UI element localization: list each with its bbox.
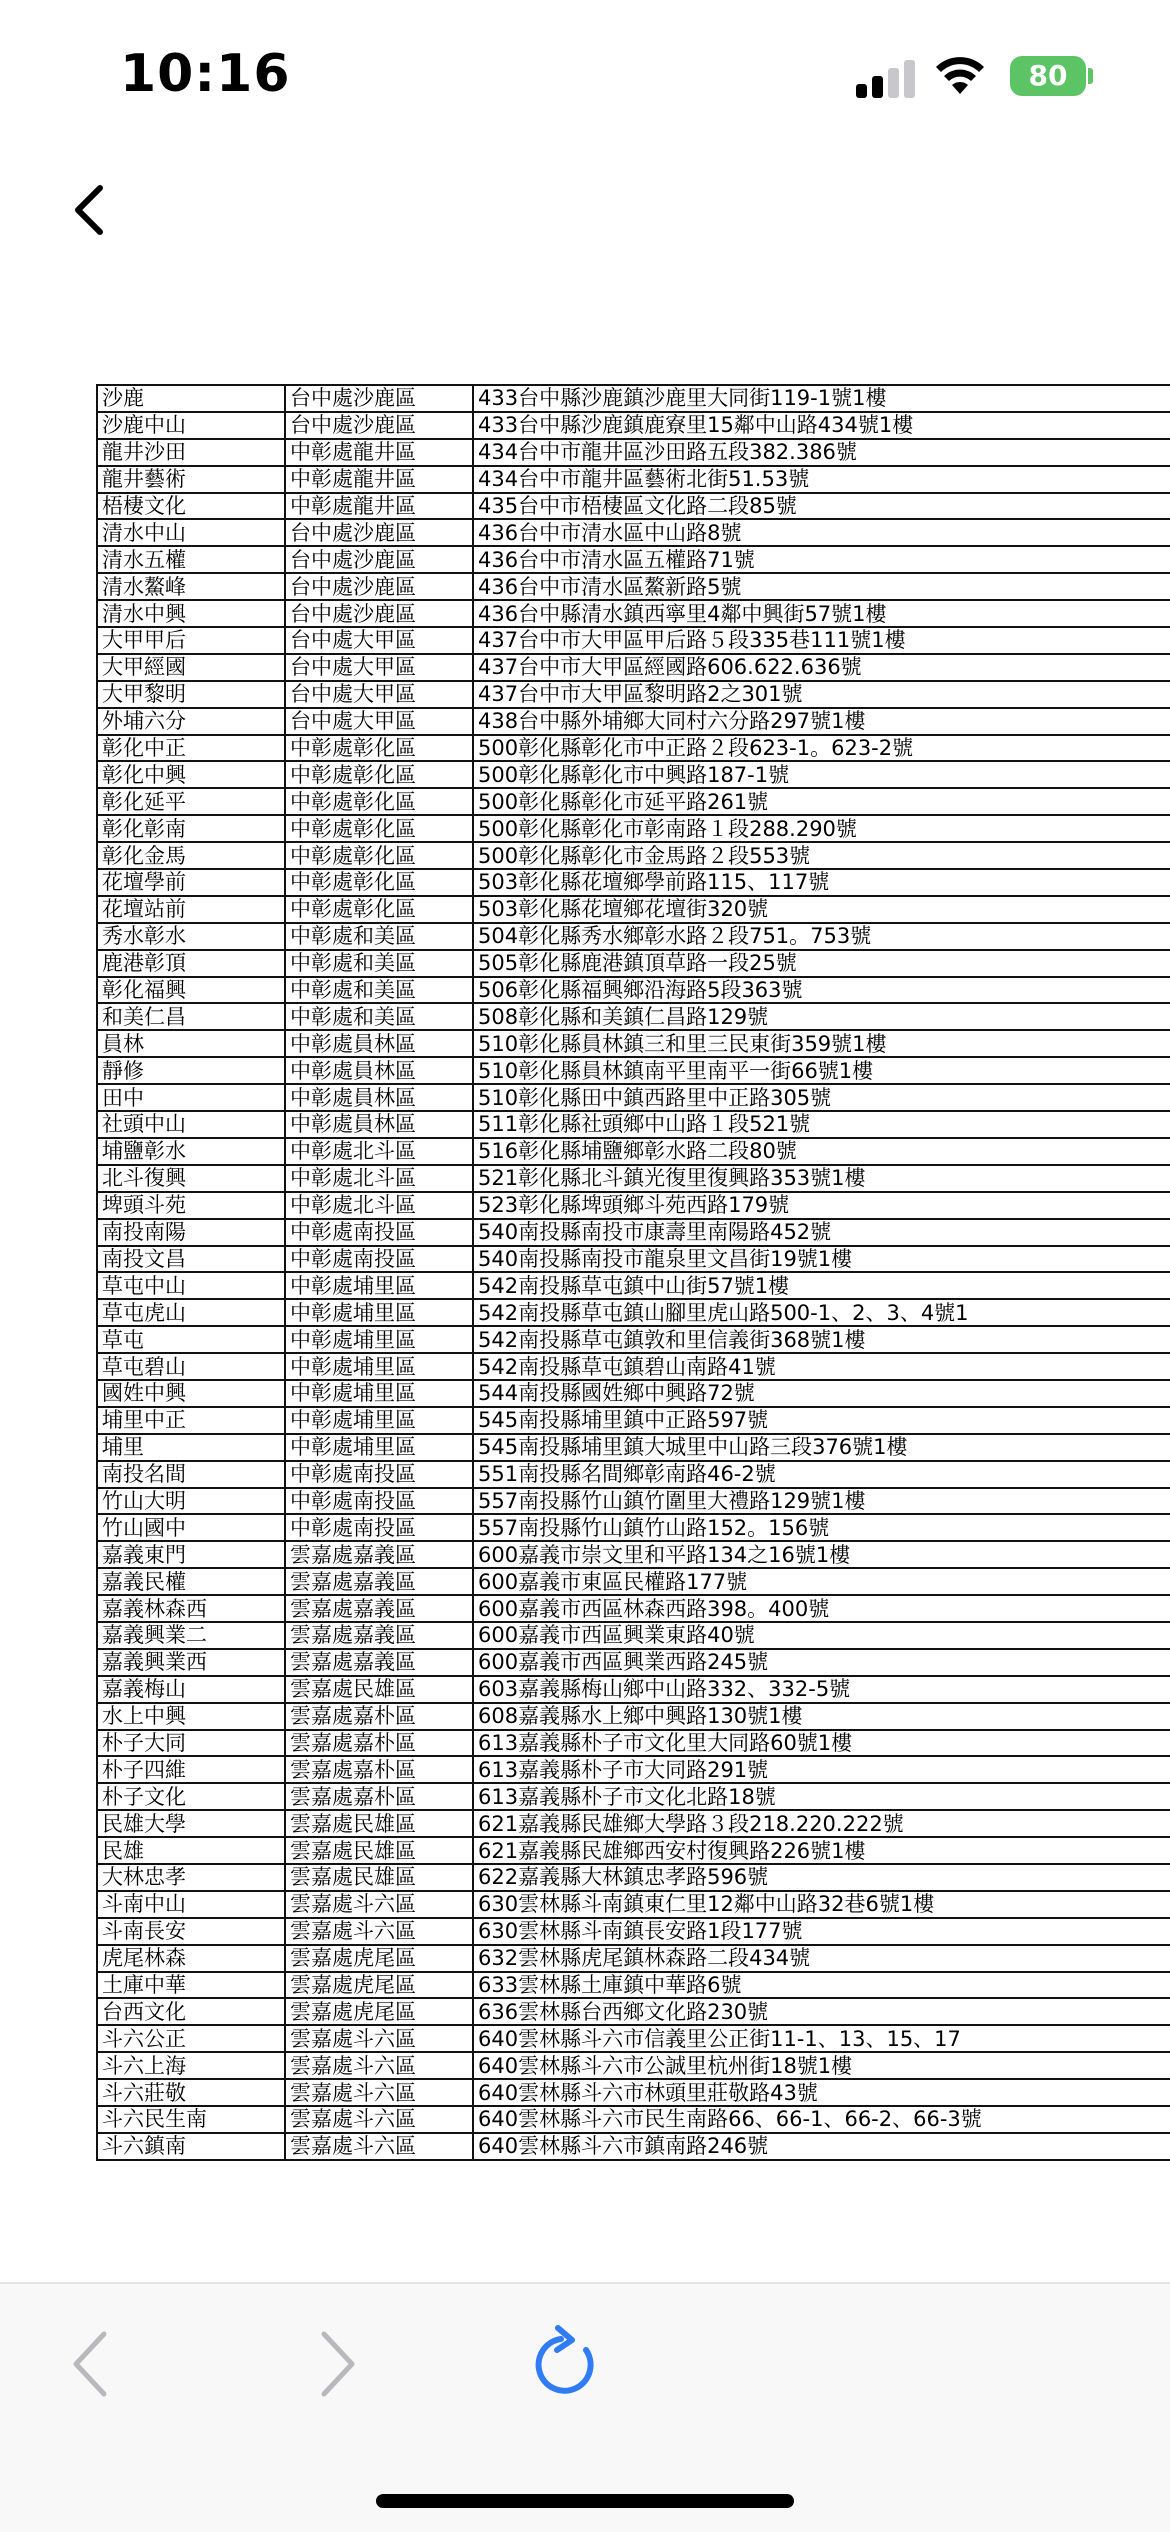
table-row — [97, 1676, 1170, 1703]
table-row — [97, 788, 1170, 815]
address-cell: 542南投縣草屯鎮山腳里虎山路500-1、2、3、4號1 — [473, 1299, 1170, 1326]
region-cell: 中彰處員林區 — [285, 1111, 473, 1138]
region-cell: 中彰處和美區 — [285, 950, 473, 977]
region-cell: 雲嘉處虎尾區 — [285, 1945, 473, 1972]
address-cell: 540南投縣南投市龍泉里文昌街19號1樓 — [473, 1246, 1170, 1273]
branch-name-cell: 清水五權 — [97, 546, 285, 573]
address-cell: 632雲林縣虎尾鎮林森路二段434號 — [473, 1945, 1170, 1972]
battery-icon: 80 — [1010, 56, 1086, 96]
region-cell: 雲嘉處斗六區 — [285, 2052, 473, 2079]
chevron-left-icon — [78, 188, 100, 232]
region-cell: 雲嘉處民雄區 — [285, 1864, 473, 1891]
address-cell: 542南投縣草屯鎮敦和里信義街368號1樓 — [473, 1326, 1170, 1353]
branch-name-cell: 梧棲文化 — [97, 493, 285, 520]
branch-name-cell: 國姓中興 — [97, 1380, 285, 1407]
table-row — [97, 1998, 1170, 2025]
region-cell: 雲嘉處斗六區 — [285, 1891, 473, 1918]
back-page-button[interactable] — [54, 2324, 134, 2404]
table-row — [97, 519, 1170, 546]
address-cell: 433台中縣沙鹿鎮鹿寮里15鄰中山路434號1樓 — [473, 412, 1170, 439]
region-cell: 中彰處彰化區 — [285, 815, 473, 842]
chevron-left-icon — [76, 2334, 104, 2394]
branch-name-cell: 斗南長安 — [97, 1918, 285, 1945]
branch-name-cell: 朴子大同 — [97, 1730, 285, 1757]
table-row — [97, 735, 1170, 762]
address-cell: 633雲林縣土庫鎮中華路6號 — [473, 1972, 1170, 1999]
table-row — [97, 1756, 1170, 1783]
table-row — [97, 493, 1170, 520]
table-row — [97, 1434, 1170, 1461]
table-row — [97, 654, 1170, 681]
table-row — [97, 923, 1170, 950]
branch-name-cell: 沙鹿 — [97, 385, 285, 412]
region-cell: 台中處沙鹿區 — [285, 546, 473, 573]
wifi-icon — [935, 54, 985, 96]
table-row — [97, 1246, 1170, 1273]
branch-name-cell: 斗六莊敬 — [97, 2079, 285, 2106]
region-cell: 雲嘉處斗六區 — [285, 2079, 473, 2106]
address-cell: 545南投縣埔里鎮中正路597號 — [473, 1407, 1170, 1434]
address-cell: 640雲林縣斗六市信義里公正街11-1、13、15、17 — [473, 2025, 1170, 2052]
address-cell: 435台中市梧棲區文化路二段85號 — [473, 493, 1170, 520]
branch-name-cell: 南投文昌 — [97, 1246, 285, 1273]
branch-name-cell: 民雄大學 — [97, 1810, 285, 1837]
table-row — [97, 1380, 1170, 1407]
address-cell: 600嘉義市西區興業西路245號 — [473, 1649, 1170, 1676]
region-cell: 中彰處埔里區 — [285, 1407, 473, 1434]
address-cell: 630雲林縣斗南鎮東仁里12鄰中山路32巷6號1樓 — [473, 1891, 1170, 1918]
address-cell: 436台中市清水區五權路71號 — [473, 546, 1170, 573]
table-row — [97, 1703, 1170, 1730]
region-cell: 雲嘉處民雄區 — [285, 1676, 473, 1703]
region-cell: 台中處大甲區 — [285, 681, 473, 708]
branch-name-cell: 南投名間 — [97, 1461, 285, 1488]
address-cell: 433台中縣沙鹿鎮沙鹿里大同街119-1號1樓 — [473, 385, 1170, 412]
region-cell: 中彰處員林區 — [285, 1030, 473, 1057]
branch-name-cell: 台西文化 — [97, 1998, 285, 2025]
address-cell: 500彰化縣彰化市中正路２段623-1。623-2號 — [473, 735, 1170, 762]
address-cell: 511彰化縣社頭鄉中山路１段521號 — [473, 1111, 1170, 1138]
address-cell: 545南投縣埔里鎮大城里中山路三段376號1樓 — [473, 1434, 1170, 1461]
branch-name-cell: 埤頭斗苑 — [97, 1192, 285, 1219]
branch-name-cell: 社頭中山 — [97, 1111, 285, 1138]
address-cell: 510彰化縣田中鎮西路里中正路305號 — [473, 1084, 1170, 1111]
table-row — [97, 1730, 1170, 1757]
document-view[interactable] — [96, 384, 1170, 2161]
table-row — [97, 627, 1170, 654]
address-cell: 506彰化縣福興鄉沿海路5段363號 — [473, 977, 1170, 1004]
address-cell: 516彰化縣埔鹽鄉彰水路二段80號 — [473, 1138, 1170, 1165]
region-cell: 雲嘉處嘉義區 — [285, 1541, 473, 1568]
address-cell: 540南投縣南投市康壽里南陽路452號 — [473, 1219, 1170, 1246]
address-cell: 434台中市龍井區藝術北街51.53號 — [473, 466, 1170, 493]
region-cell: 台中處沙鹿區 — [285, 519, 473, 546]
home-indicator[interactable] — [376, 2494, 794, 2508]
address-cell: 622嘉義縣大林鎮忠孝路596號 — [473, 1864, 1170, 1891]
table-row — [97, 1084, 1170, 1111]
address-cell: 544南投縣國姓鄉中興路72號 — [473, 1380, 1170, 1407]
region-cell: 中彰處和美區 — [285, 923, 473, 950]
chevron-right-icon — [324, 2334, 352, 2394]
region-cell: 中彰處彰化區 — [285, 788, 473, 815]
address-cell: 640雲林縣斗六市林頭里莊敬路43號 — [473, 2079, 1170, 2106]
region-cell: 雲嘉處斗六區 — [285, 2133, 473, 2160]
address-cell: 613嘉義縣朴子市大同路291號 — [473, 1756, 1170, 1783]
table-row — [97, 2025, 1170, 2052]
branch-name-cell: 草屯中山 — [97, 1272, 285, 1299]
address-cell: 621嘉義縣民雄鄉大學路３段218.220.222號 — [473, 1810, 1170, 1837]
branch-name-cell: 員林 — [97, 1030, 285, 1057]
table-row — [97, 385, 1170, 412]
branch-name-cell: 斗南中山 — [97, 1891, 285, 1918]
table-row — [97, 1353, 1170, 1380]
region-cell: 雲嘉處斗六區 — [285, 1918, 473, 1945]
address-cell: 503彰化縣花壇鄉學前路115、117號 — [473, 869, 1170, 896]
back-button[interactable] — [62, 180, 122, 240]
region-cell: 雲嘉處斗六區 — [285, 2106, 473, 2133]
table-row — [97, 1595, 1170, 1622]
address-cell: 621嘉義縣民雄鄉西安村復興路226號1樓 — [473, 1837, 1170, 1864]
address-cell: 640雲林縣斗六市公誠里杭州街18號1樓 — [473, 2052, 1170, 2079]
branch-name-cell: 草屯碧山 — [97, 1353, 285, 1380]
address-cell: 630雲林縣斗南鎮長安路1段177號 — [473, 1918, 1170, 1945]
address-cell: 600嘉義市崇文里和平路134之16號1樓 — [473, 1541, 1170, 1568]
branch-name-cell: 水上中興 — [97, 1703, 285, 1730]
branch-name-cell: 彰化延平 — [97, 788, 285, 815]
table-row — [97, 600, 1170, 627]
table-row — [97, 573, 1170, 600]
address-cell: 436台中市清水區鰲新路5號 — [473, 573, 1170, 600]
table-row — [97, 761, 1170, 788]
region-cell: 中彰處埔里區 — [285, 1272, 473, 1299]
branch-name-cell: 民雄 — [97, 1837, 285, 1864]
region-cell: 雲嘉處嘉義區 — [285, 1568, 473, 1595]
region-cell: 中彰處龍井區 — [285, 439, 473, 466]
branch-name-cell: 彰化彰南 — [97, 815, 285, 842]
branch-name-cell: 嘉義林森西 — [97, 1595, 285, 1622]
address-cell: 503彰化縣花壇鄉花壇街320號 — [473, 896, 1170, 923]
branch-name-cell: 和美仁昌 — [97, 1003, 285, 1030]
branch-name-cell: 龍井藝術 — [97, 466, 285, 493]
branch-name-cell: 土庫中華 — [97, 1972, 285, 1999]
region-cell: 台中處大甲區 — [285, 654, 473, 681]
region-cell: 台中處大甲區 — [285, 708, 473, 735]
address-cell: 542南投縣草屯鎮中山街57號1樓 — [473, 1272, 1170, 1299]
status-bar — [0, 0, 1170, 150]
branch-name-cell: 埔鹽彰水 — [97, 1138, 285, 1165]
branch-name-cell: 鹿港彰頂 — [97, 950, 285, 977]
table-row — [97, 1864, 1170, 1891]
table-row — [97, 1649, 1170, 1676]
table-row — [97, 681, 1170, 708]
address-cell: 613嘉義縣朴子市文化北路18號 — [473, 1783, 1170, 1810]
table-row — [97, 1541, 1170, 1568]
region-cell: 台中處沙鹿區 — [285, 573, 473, 600]
address-cell: 510彰化縣員林鎮南平里南平一街66號1樓 — [473, 1057, 1170, 1084]
table-row — [97, 1972, 1170, 1999]
reload-button[interactable] — [528, 2324, 608, 2404]
region-cell: 中彰處埔里區 — [285, 1380, 473, 1407]
branch-name-cell: 秀水彰水 — [97, 923, 285, 950]
branch-name-cell: 南投南陽 — [97, 1219, 285, 1246]
branch-name-cell: 嘉義興業二 — [97, 1622, 285, 1649]
region-cell: 中彰處北斗區 — [285, 1165, 473, 1192]
address-cell: 500彰化縣彰化市延平路261號 — [473, 788, 1170, 815]
address-cell: 600嘉義市西區林森西路398。400號 — [473, 1595, 1170, 1622]
table-row — [97, 1810, 1170, 1837]
table-row — [97, 1945, 1170, 1972]
table-row — [97, 1057, 1170, 1084]
branch-name-cell: 竹山國中 — [97, 1514, 285, 1541]
branch-name-cell: 外埔六分 — [97, 708, 285, 735]
address-cell: 500彰化縣彰化市金馬路２段553號 — [473, 842, 1170, 869]
branch-name-cell: 花壇學前 — [97, 869, 285, 896]
table-row — [97, 546, 1170, 573]
table-row — [97, 1622, 1170, 1649]
address-cell: 603嘉義縣梅山鄉中山路332、332-5號 — [473, 1676, 1170, 1703]
branch-name-cell: 北斗復興 — [97, 1165, 285, 1192]
region-cell: 中彰處南投區 — [285, 1488, 473, 1515]
region-cell: 台中處大甲區 — [285, 627, 473, 654]
table-row — [97, 869, 1170, 896]
table-row — [97, 1165, 1170, 1192]
region-cell: 中彰處龍井區 — [285, 493, 473, 520]
branch-name-cell: 沙鹿中山 — [97, 412, 285, 439]
table-row — [97, 2106, 1170, 2133]
region-cell: 中彰處彰化區 — [285, 896, 473, 923]
region-cell: 雲嘉處嘉朴區 — [285, 1756, 473, 1783]
branch-name-cell: 花壇站前 — [97, 896, 285, 923]
table-row — [97, 1461, 1170, 1488]
region-cell: 中彰處彰化區 — [285, 735, 473, 762]
region-cell: 台中處沙鹿區 — [285, 385, 473, 412]
region-cell: 中彰處南投區 — [285, 1514, 473, 1541]
branch-name-cell: 虎尾林森 — [97, 1945, 285, 1972]
table-row — [97, 412, 1170, 439]
region-cell: 中彰處南投區 — [285, 1461, 473, 1488]
table-body — [97, 385, 1170, 2160]
table-row — [97, 708, 1170, 735]
reload-icon — [539, 2328, 591, 2391]
region-cell: 中彰處南投區 — [285, 1246, 473, 1273]
branch-name-cell: 朴子四維 — [97, 1756, 285, 1783]
branch-name-cell: 清水中山 — [97, 519, 285, 546]
table-row — [97, 896, 1170, 923]
table-row — [97, 950, 1170, 977]
region-cell: 中彰處和美區 — [285, 977, 473, 1004]
table-row — [97, 1488, 1170, 1515]
region-cell: 台中處沙鹿區 — [285, 412, 473, 439]
table-row — [97, 1272, 1170, 1299]
table-row — [97, 1837, 1170, 1864]
branch-name-cell: 斗六鎮南 — [97, 2133, 285, 2160]
region-cell: 中彰處和美區 — [285, 1003, 473, 1030]
table-row — [97, 1783, 1170, 1810]
branch-name-cell: 大甲經國 — [97, 654, 285, 681]
region-cell: 中彰處員林區 — [285, 1057, 473, 1084]
table-row — [97, 1138, 1170, 1165]
branch-name-cell: 田中 — [97, 1084, 285, 1111]
branch-name-cell: 彰化金馬 — [97, 842, 285, 869]
branch-name-cell: 草屯虎山 — [97, 1299, 285, 1326]
address-cell: 437台中市大甲區甲后路５段335巷111號1樓 — [473, 627, 1170, 654]
address-cell: 437台中市大甲區經國路606.622.636號 — [473, 654, 1170, 681]
status-time: 10:16 — [120, 44, 291, 104]
region-cell: 中彰處北斗區 — [285, 1138, 473, 1165]
address-cell: 436台中縣清水鎮西寧里4鄰中興街57號1樓 — [473, 600, 1170, 627]
region-cell: 中彰處彰化區 — [285, 761, 473, 788]
region-cell: 雲嘉處嘉朴區 — [285, 1703, 473, 1730]
address-cell: 500彰化縣彰化市中興路187-1號 — [473, 761, 1170, 788]
table-row — [97, 2133, 1170, 2160]
branch-name-cell: 嘉義梅山 — [97, 1676, 285, 1703]
table-row — [97, 1514, 1170, 1541]
table-row — [97, 1918, 1170, 1945]
region-cell: 台中處沙鹿區 — [285, 600, 473, 627]
region-cell: 雲嘉處嘉義區 — [285, 1595, 473, 1622]
table-row — [97, 2052, 1170, 2079]
table-row — [97, 977, 1170, 1004]
branch-name-cell: 龍井沙田 — [97, 439, 285, 466]
table-row — [97, 2079, 1170, 2106]
branch-name-cell: 彰化福興 — [97, 977, 285, 1004]
forward-page-button[interactable] — [294, 2324, 374, 2404]
region-cell: 中彰處埔里區 — [285, 1299, 473, 1326]
address-cell: 551南投縣名間鄉彰南路46-2號 — [473, 1461, 1170, 1488]
address-cell: 508彰化縣和美鎮仁昌路129號 — [473, 1003, 1170, 1030]
region-cell: 中彰處埔里區 — [285, 1434, 473, 1461]
region-cell: 雲嘉處斗六區 — [285, 2025, 473, 2052]
branch-name-cell: 斗六民生南 — [97, 2106, 285, 2133]
table-row — [97, 1219, 1170, 1246]
table-row — [97, 466, 1170, 493]
region-cell: 雲嘉處民雄區 — [285, 1810, 473, 1837]
region-cell: 雲嘉處嘉義區 — [285, 1622, 473, 1649]
branch-name-cell: 大林忠孝 — [97, 1864, 285, 1891]
region-cell: 中彰處龍井區 — [285, 466, 473, 493]
region-cell: 中彰處彰化區 — [285, 869, 473, 896]
branch-name-cell: 清水中興 — [97, 600, 285, 627]
region-cell: 雲嘉處嘉義區 — [285, 1649, 473, 1676]
branch-name-cell: 清水鰲峰 — [97, 573, 285, 600]
branch-name-cell: 彰化中興 — [97, 761, 285, 788]
address-cell: 436台中市清水區中山路8號 — [473, 519, 1170, 546]
branch-address-table — [96, 384, 1170, 2161]
table-row — [97, 815, 1170, 842]
branch-name-cell: 斗六上海 — [97, 2052, 285, 2079]
address-cell: 636雲林縣台西鄉文化路230號 — [473, 1998, 1170, 2025]
branch-name-cell: 嘉義興業西 — [97, 1649, 285, 1676]
region-cell: 雲嘉處民雄區 — [285, 1837, 473, 1864]
address-cell: 557南投縣竹山鎮竹山路152。156號 — [473, 1514, 1170, 1541]
address-cell: 600嘉義市西區興業東路40號 — [473, 1622, 1170, 1649]
region-cell: 中彰處彰化區 — [285, 842, 473, 869]
table-row — [97, 1299, 1170, 1326]
table-row — [97, 1003, 1170, 1030]
address-cell: 613嘉義縣朴子市文化里大同路60號1樓 — [473, 1730, 1170, 1757]
table-row — [97, 842, 1170, 869]
region-cell: 中彰處埔里區 — [285, 1353, 473, 1380]
branch-name-cell: 朴子文化 — [97, 1783, 285, 1810]
address-cell: 437台中市大甲區黎明路2之301號 — [473, 681, 1170, 708]
table-row — [97, 1111, 1170, 1138]
branch-name-cell: 嘉義民權 — [97, 1568, 285, 1595]
region-cell: 中彰處埔里區 — [285, 1326, 473, 1353]
branch-name-cell: 竹山大明 — [97, 1488, 285, 1515]
address-cell: 500彰化縣彰化市彰南路１段288.290號 — [473, 815, 1170, 842]
table-row — [97, 439, 1170, 466]
address-cell: 608嘉義縣水上鄉中興路130號1樓 — [473, 1703, 1170, 1730]
table-row — [97, 1407, 1170, 1434]
address-cell: 505彰化縣鹿港鎮頂草路一段25號 — [473, 950, 1170, 977]
region-cell: 雲嘉處嘉朴區 — [285, 1783, 473, 1810]
address-cell: 521彰化縣北斗鎮光復里復興路353號1樓 — [473, 1165, 1170, 1192]
branch-name-cell: 埔里 — [97, 1434, 285, 1461]
branch-name-cell: 嘉義東門 — [97, 1541, 285, 1568]
address-cell: 523彰化縣埤頭鄉斗苑西路179號 — [473, 1192, 1170, 1219]
table-row — [97, 1891, 1170, 1918]
region-cell: 中彰處北斗區 — [285, 1192, 473, 1219]
cellular-signal-icon — [856, 58, 916, 98]
table-row — [97, 1326, 1170, 1353]
table-row — [97, 1568, 1170, 1595]
branch-name-cell: 斗六公正 — [97, 2025, 285, 2052]
region-cell: 雲嘉處虎尾區 — [285, 1972, 473, 1999]
battery-tip — [1088, 68, 1093, 84]
table-row — [97, 1192, 1170, 1219]
branch-name-cell: 彰化中正 — [97, 735, 285, 762]
region-cell: 中彰處南投區 — [285, 1219, 473, 1246]
branch-name-cell: 靜修 — [97, 1057, 285, 1084]
address-cell: 557南投縣竹山鎮竹圍里大禮路129號1樓 — [473, 1488, 1170, 1515]
branch-name-cell: 埔里中正 — [97, 1407, 285, 1434]
branch-name-cell: 大甲黎明 — [97, 681, 285, 708]
address-cell: 434台中市龍井區沙田路五段382.386號 — [473, 439, 1170, 466]
address-cell: 510彰化縣員林鎮三和里三民東街359號1樓 — [473, 1030, 1170, 1057]
address-cell: 438台中縣外埔鄉大同村六分路297號1樓 — [473, 708, 1170, 735]
region-cell: 中彰處員林區 — [285, 1084, 473, 1111]
branch-name-cell: 大甲甲后 — [97, 627, 285, 654]
address-cell: 542南投縣草屯鎮碧山南路41號 — [473, 1353, 1170, 1380]
region-cell: 雲嘉處虎尾區 — [285, 1998, 473, 2025]
address-cell: 640雲林縣斗六市鎮南路246號 — [473, 2133, 1170, 2160]
address-cell: 640雲林縣斗六市民生南路66、66-1、66-2、66-3號 — [473, 2106, 1170, 2133]
table-row — [97, 1030, 1170, 1057]
address-cell: 600嘉義市東區民權路177號 — [473, 1568, 1170, 1595]
region-cell: 雲嘉處嘉朴區 — [285, 1730, 473, 1757]
branch-name-cell: 草屯 — [97, 1326, 285, 1353]
address-cell: 504彰化縣秀水鄉彰水路２段751。753號 — [473, 923, 1170, 950]
